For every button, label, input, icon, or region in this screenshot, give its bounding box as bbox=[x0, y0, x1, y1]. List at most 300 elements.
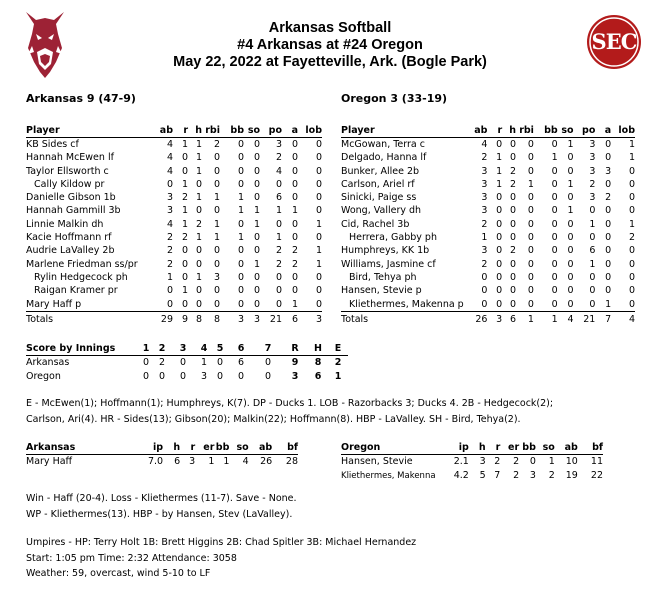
pitching-column-header: r bbox=[486, 441, 501, 455]
player-stat: 0 bbox=[628, 271, 635, 283]
total-stat: 3 bbox=[237, 313, 244, 325]
player-stat: 0 bbox=[551, 165, 558, 177]
player-stat: 0 bbox=[551, 178, 558, 190]
stat-column-header: lob bbox=[611, 124, 635, 138]
player-stat: 1 bbox=[181, 205, 188, 217]
player-stat: 0 bbox=[509, 139, 517, 150]
player-row bbox=[341, 151, 635, 164]
player-stat: 0 bbox=[253, 245, 260, 257]
stat-column-header: a bbox=[595, 124, 611, 138]
player-stat: 0 bbox=[509, 285, 517, 297]
player-stat: 0 bbox=[213, 165, 220, 177]
player-stat: 0 bbox=[567, 285, 574, 297]
player-stat: 0 bbox=[496, 192, 503, 204]
inning-header: 3 bbox=[170, 342, 196, 356]
player-stat: 0 bbox=[315, 192, 322, 204]
player-stat: 0 bbox=[567, 232, 574, 244]
player-stat: 2 bbox=[509, 178, 517, 190]
pitcher-stat: 1 bbox=[548, 456, 555, 467]
player-stat: 0 bbox=[509, 218, 517, 230]
pitching-column-header: bf bbox=[272, 441, 298, 455]
player-stat: 0 bbox=[253, 271, 260, 283]
player-stat: 1 bbox=[551, 152, 558, 164]
player-stat: 0 bbox=[551, 139, 558, 150]
innings-team-name: Oregon bbox=[26, 370, 61, 382]
player-column-header: Player bbox=[26, 124, 149, 138]
player-stat: 3 bbox=[166, 192, 173, 204]
player-stat: 1 bbox=[315, 218, 322, 230]
inning-score: 1 bbox=[200, 357, 208, 368]
player-stat: 2 bbox=[589, 178, 596, 190]
player-stat: 3 bbox=[481, 178, 488, 190]
pitching-header-row bbox=[341, 441, 603, 455]
pitcher-name: Hansen, Stevie bbox=[341, 456, 413, 467]
player-stat: 0 bbox=[253, 192, 260, 204]
innings-team-row bbox=[26, 370, 348, 384]
player-stat: 2 bbox=[481, 218, 488, 230]
player-name: Taylor Ellsworth c bbox=[26, 165, 109, 177]
pitching-team-name: Arkansas bbox=[26, 441, 133, 455]
player-stat: 0 bbox=[496, 245, 503, 257]
player-stat: 6 bbox=[275, 192, 282, 204]
pitcher-stat: 4 bbox=[242, 456, 249, 467]
notes-line-2: Carlson, Ari(4). HR - Sides(13); Gibson(20); Malkin(22); Hoffmann(8). HBP - LaValley. SH - Bird, Tehya(2). bbox=[26, 413, 521, 425]
player-stat: 0 bbox=[213, 178, 220, 190]
player-stat: 1 bbox=[275, 232, 282, 244]
player-stat: 0 bbox=[166, 178, 173, 190]
player-stat: 1 bbox=[181, 139, 188, 150]
stat-column-header: ab bbox=[149, 124, 173, 138]
pitcher-stat: 5 bbox=[479, 470, 486, 481]
player-stat: 0 bbox=[315, 285, 322, 297]
player-stat: 2 bbox=[275, 245, 282, 257]
total-stat: 7 bbox=[605, 313, 612, 325]
stat-column-header: h bbox=[188, 124, 202, 138]
total-stat: 9 bbox=[181, 313, 188, 325]
player-row bbox=[341, 178, 635, 191]
player-stat: 0 bbox=[481, 271, 488, 283]
player-stat: 0 bbox=[567, 258, 574, 270]
player-stat: 0 bbox=[567, 152, 574, 164]
player-row bbox=[341, 271, 635, 284]
player-stat: 2 bbox=[605, 192, 612, 204]
player-row bbox=[341, 218, 635, 231]
player-stat: 0 bbox=[534, 298, 558, 312]
umpires: Umpires - HP: Terry Holt 1B: Brett Higgins 2B: Chad Spitler 3B: Michael Hernandez bbox=[26, 537, 417, 548]
player-stat: 1 bbox=[237, 205, 244, 217]
inning-score: 3 bbox=[200, 370, 208, 382]
stat-column-header: a bbox=[282, 124, 298, 138]
player-stat: 0 bbox=[315, 139, 322, 150]
player-stat: 0 bbox=[628, 178, 635, 190]
player-stat: 0 bbox=[213, 258, 220, 270]
stat-column-header: po bbox=[574, 124, 596, 138]
player-stat: 1 bbox=[567, 178, 574, 190]
inning-header: H bbox=[308, 342, 328, 356]
pitcher-stat: 3 bbox=[529, 470, 536, 481]
player-stat: 0 bbox=[628, 258, 635, 270]
player-stat: 0 bbox=[605, 258, 612, 270]
box-header-row bbox=[341, 124, 635, 138]
player-stat: 0 bbox=[496, 139, 503, 150]
player-stat: 0 bbox=[237, 258, 244, 270]
game-notes bbox=[26, 396, 636, 427]
player-name: Cally Kildow pr bbox=[34, 178, 105, 190]
pitching-column-header: so bbox=[229, 441, 248, 455]
player-stat: 0 bbox=[527, 245, 534, 257]
stat-column-header: rbi bbox=[516, 124, 534, 138]
player-stat: 1 bbox=[253, 258, 260, 270]
pitcher-stat: 3 bbox=[189, 456, 196, 467]
player-stat: 2 bbox=[509, 165, 517, 177]
innings-team-row bbox=[26, 356, 348, 370]
rhe-value: 1 bbox=[334, 370, 342, 382]
player-stat: 0 bbox=[502, 298, 516, 312]
player-stat: 0 bbox=[605, 178, 612, 190]
player-stat: 1 bbox=[291, 205, 298, 217]
player-stat: 2 bbox=[166, 245, 173, 257]
player-stat: 0 bbox=[527, 165, 534, 177]
player-stat: 0 bbox=[253, 139, 260, 150]
player-stat: 4 bbox=[275, 165, 282, 177]
player-stat: 1 bbox=[253, 205, 260, 217]
player-stat: 0 bbox=[275, 218, 282, 230]
player-stat: 1 bbox=[195, 139, 202, 150]
inning-header: 4 bbox=[196, 342, 212, 356]
player-stat: 0 bbox=[315, 152, 322, 164]
player-row bbox=[26, 284, 322, 297]
pitching-team-name: Oregon bbox=[341, 441, 446, 455]
inning-score: 2 bbox=[158, 357, 166, 368]
inning-score: 0 bbox=[179, 357, 187, 368]
player-row bbox=[26, 138, 322, 152]
player-column-header: Player bbox=[341, 124, 464, 138]
inning-score: 6 bbox=[237, 357, 245, 368]
player-stat: 0 bbox=[195, 285, 202, 297]
player-row bbox=[341, 231, 635, 244]
player-stat: 2 bbox=[628, 232, 635, 244]
player-stat: 2 bbox=[509, 245, 517, 257]
player-stat: 0 bbox=[181, 271, 188, 283]
totals-row bbox=[26, 311, 322, 326]
player-stat: 0 bbox=[291, 178, 298, 190]
player-stat: 3 bbox=[481, 245, 488, 257]
player-stat: 1 bbox=[237, 232, 244, 244]
pitcher-stat: 28 bbox=[285, 456, 298, 467]
player-stat: 4 bbox=[166, 165, 173, 177]
player-stat: 0 bbox=[237, 165, 244, 177]
player-stat: 3 bbox=[481, 192, 488, 204]
player-stat: 0 bbox=[551, 245, 558, 257]
player-stat: 1 bbox=[213, 192, 220, 204]
player-name: Linnie Malkin dh bbox=[26, 218, 104, 230]
player-stat: 0 bbox=[213, 245, 220, 257]
player-name: Marlene Friedman ss/pr bbox=[26, 258, 138, 270]
player-stat: 0 bbox=[628, 192, 635, 204]
stat-column-header: r bbox=[173, 124, 188, 138]
player-stat: 0 bbox=[275, 271, 282, 283]
player-name: Hannah McEwen lf bbox=[26, 152, 114, 164]
player-stat: 0 bbox=[551, 271, 558, 283]
inning-header: 7 bbox=[254, 342, 282, 356]
total-stat: 1 bbox=[551, 313, 558, 325]
pitcher-stat: 2 bbox=[513, 456, 520, 467]
player-stat: 0 bbox=[527, 218, 534, 230]
totals-label: Totals bbox=[26, 313, 54, 325]
total-stat: 8 bbox=[213, 313, 220, 325]
pitcher-name: Kliethermes, Makenna bbox=[341, 471, 436, 481]
player-stat: 0 bbox=[213, 285, 220, 297]
pitching-header-row bbox=[26, 441, 298, 455]
player-stat: 0 bbox=[496, 285, 503, 297]
player-stat: 0 bbox=[195, 245, 202, 257]
pitching-column-header: ab bbox=[249, 441, 273, 455]
header-title: Arkansas Softball bbox=[268, 20, 392, 36]
player-stat: 0 bbox=[315, 271, 322, 283]
pitching-column-header: er bbox=[195, 441, 214, 455]
player-stat: 6 bbox=[589, 245, 596, 257]
player-stat: 0 bbox=[195, 258, 202, 270]
rhe-value: 9 bbox=[291, 357, 299, 368]
stat-column-header: bb bbox=[220, 124, 244, 138]
away-team-heading: Oregon 3 (33-19) bbox=[341, 92, 448, 105]
player-stat: 2 bbox=[181, 192, 188, 204]
player-row bbox=[26, 298, 322, 312]
player-stat: 1 bbox=[589, 258, 596, 270]
player-stat: 0 bbox=[589, 285, 596, 297]
game-info bbox=[26, 535, 416, 582]
stat-column-header: so bbox=[244, 124, 260, 138]
player-stat: 3 bbox=[275, 139, 282, 150]
player-name: Kacie Hoffmann rf bbox=[26, 232, 112, 244]
inning-header: 6 bbox=[228, 342, 254, 356]
player-stat: 2 bbox=[275, 152, 282, 164]
pitching-column-header: h bbox=[163, 441, 180, 455]
home-box-score bbox=[26, 124, 322, 326]
weather: Weather: 59, overcast, wind 5-10 to LF bbox=[26, 568, 211, 579]
player-stat: 1 bbox=[282, 298, 298, 312]
pitching-column-header: r bbox=[180, 441, 195, 455]
player-stat: 2 bbox=[166, 258, 173, 270]
player-stat: 0 bbox=[551, 192, 558, 204]
player-stat: 0 bbox=[628, 205, 635, 217]
player-stat: 0 bbox=[275, 285, 282, 297]
player-row bbox=[26, 204, 322, 217]
player-stat: 0 bbox=[237, 285, 244, 297]
player-stat: 3 bbox=[589, 192, 596, 204]
total-stat: 26 bbox=[475, 313, 488, 325]
pitcher-stat: 0 bbox=[529, 456, 536, 467]
player-stat: 1 bbox=[589, 218, 596, 230]
innings-team-name: Arkansas bbox=[26, 357, 70, 368]
player-stat: 0 bbox=[558, 298, 574, 312]
player-stat: 0 bbox=[628, 165, 635, 177]
notes-line-1: E - McEwen(1); Hoffmann(1); Humphreys, K(7). DP - Ducks 1. LOB - Razorbacks 3; Ducks 4. 2B - Hedgecock(2); bbox=[26, 398, 554, 409]
player-name: Danielle Gibson 1b bbox=[26, 192, 116, 204]
player-stat: 4 bbox=[481, 139, 488, 150]
player-name: Wong, Vallery dh bbox=[341, 205, 422, 217]
player-stat: 1 bbox=[181, 285, 188, 297]
pitcher-stat: 7 bbox=[494, 470, 501, 481]
player-stat: 0 bbox=[551, 232, 558, 244]
player-stat: 0 bbox=[237, 178, 244, 190]
pitching-decisions bbox=[26, 491, 297, 522]
inning-score: 0 bbox=[216, 370, 224, 382]
box-header-row bbox=[26, 124, 322, 138]
player-stat: 0 bbox=[181, 245, 188, 257]
player-row bbox=[341, 204, 635, 217]
pitcher-stat: 3 bbox=[479, 456, 486, 467]
player-stat: 0 bbox=[605, 232, 612, 244]
totals-row bbox=[341, 311, 635, 326]
innings-header-row bbox=[26, 342, 348, 356]
player-stat: 1 bbox=[237, 192, 244, 204]
player-stat: 0 bbox=[291, 152, 298, 164]
inning-score: 0 bbox=[264, 357, 272, 368]
player-stat: 0 bbox=[315, 178, 322, 190]
player-stat: 0 bbox=[291, 271, 298, 283]
player-stat: 0 bbox=[527, 232, 534, 244]
player-stat: 0 bbox=[551, 205, 558, 217]
player-stat: 0 bbox=[291, 165, 298, 177]
player-stat: 1 bbox=[195, 152, 202, 164]
player-name: Kliethermes, Makenna p bbox=[341, 298, 464, 312]
player-stat: 4 bbox=[166, 218, 173, 230]
player-name: Sinicki, Paige ss bbox=[341, 192, 417, 204]
player-stat: 0 bbox=[496, 218, 503, 230]
player-stat: 0 bbox=[516, 298, 534, 312]
player-stat: 0 bbox=[464, 298, 488, 312]
player-stat: 0 bbox=[605, 271, 612, 283]
player-stat: 1 bbox=[567, 205, 574, 217]
inning-header: 5 bbox=[212, 342, 228, 356]
player-stat: 0 bbox=[496, 271, 503, 283]
player-stat: 0 bbox=[195, 178, 202, 190]
player-stat: 0 bbox=[527, 258, 534, 270]
player-name: Audrie LaValley 2b bbox=[26, 245, 115, 257]
header-matchup: #4 Arkansas at #24 Oregon bbox=[237, 37, 423, 53]
pitching-column-header: er bbox=[500, 441, 519, 455]
pitcher-stat: 26 bbox=[260, 456, 273, 467]
player-stat: 0 bbox=[237, 218, 244, 230]
player-stat: 0 bbox=[291, 139, 298, 150]
player-stat: 3 bbox=[589, 165, 596, 177]
player-stat: 1 bbox=[253, 218, 260, 230]
totals-label: Totals bbox=[341, 313, 369, 325]
player-row bbox=[26, 151, 322, 164]
rhe-value: 6 bbox=[314, 370, 322, 382]
player-name: Delgado, Hanna lf bbox=[341, 152, 427, 164]
player-stat: 0 bbox=[589, 205, 596, 217]
player-stat: 0 bbox=[628, 285, 635, 297]
player-stat: 1 bbox=[628, 152, 635, 164]
player-stat: 1 bbox=[481, 232, 488, 244]
player-stat: 0 bbox=[527, 205, 534, 217]
player-row bbox=[26, 218, 322, 231]
player-row bbox=[26, 244, 322, 257]
player-stat: 1 bbox=[195, 192, 202, 204]
player-stat: 2 bbox=[166, 232, 173, 244]
sec-logo-text: SEC bbox=[591, 29, 637, 54]
pitching-column-header: bb bbox=[519, 441, 536, 455]
inning-header: 1 bbox=[138, 342, 154, 356]
player-stat: 0 bbox=[605, 245, 612, 257]
pitching-column-header: ab bbox=[555, 441, 578, 455]
player-row bbox=[341, 258, 635, 271]
player-row bbox=[341, 191, 635, 204]
pitcher-row bbox=[26, 455, 298, 470]
inning-score: 0 bbox=[158, 370, 166, 382]
stat-column-header: h bbox=[502, 124, 516, 138]
player-row bbox=[341, 165, 635, 178]
pitching-column-header: h bbox=[469, 441, 486, 455]
report-header bbox=[0, 20, 660, 71]
player-stat: 0 bbox=[220, 298, 244, 312]
player-stat: 2 bbox=[213, 139, 220, 150]
player-stat: 0 bbox=[567, 245, 574, 257]
inning-score: 0 bbox=[142, 370, 150, 382]
player-row bbox=[26, 178, 322, 191]
player-stat: 2 bbox=[291, 258, 298, 270]
player-stat: 1 bbox=[496, 165, 503, 177]
player-stat: 0 bbox=[496, 205, 503, 217]
player-name: Raigan Kramer pr bbox=[34, 285, 118, 297]
player-stat: 0 bbox=[181, 165, 188, 177]
total-stat: 21 bbox=[583, 313, 596, 325]
player-stat: 3 bbox=[166, 205, 173, 217]
player-stat: 0 bbox=[605, 285, 612, 297]
pitcher-stat: 10 bbox=[565, 456, 578, 467]
player-stat: 0 bbox=[567, 165, 574, 177]
player-stat: 2 bbox=[181, 232, 188, 244]
stat-column-header: ab bbox=[464, 124, 488, 138]
player-stat: 2 bbox=[481, 258, 488, 270]
score-by-innings bbox=[26, 342, 348, 383]
player-stat: 0 bbox=[481, 285, 488, 297]
player-stat: 0 bbox=[253, 285, 260, 297]
player-stat: 1 bbox=[195, 271, 202, 283]
player-stat: 0 bbox=[527, 285, 534, 297]
player-stat: 0 bbox=[605, 205, 612, 217]
player-stat: 0 bbox=[509, 232, 517, 244]
inning-score: 0 bbox=[142, 357, 150, 368]
inning-header: E bbox=[328, 342, 348, 356]
pitcher-stat: 4.2 bbox=[453, 470, 469, 481]
player-stat: 0 bbox=[291, 192, 298, 204]
player-stat: 0 bbox=[496, 232, 503, 244]
player-stat: 0 bbox=[315, 232, 322, 244]
player-row bbox=[26, 165, 322, 178]
player-stat: 0 bbox=[509, 271, 517, 283]
player-name: Bird, Tehya ph bbox=[349, 271, 417, 283]
player-stat: 0 bbox=[237, 245, 244, 257]
player-stat: 0 bbox=[253, 165, 260, 177]
player-stat: 0 bbox=[253, 232, 260, 244]
header-date-location: May 22, 2022 at Fayetteville, Ark. (Bogle Park) bbox=[173, 54, 487, 70]
total-stat: 1 bbox=[527, 313, 534, 325]
pitching-column-header: ip bbox=[133, 441, 163, 455]
player-name: Hannah Gammill 3b bbox=[26, 205, 121, 217]
pitching-column-header: bb bbox=[215, 442, 230, 453]
player-stat: 0 bbox=[253, 152, 260, 164]
player-row bbox=[341, 138, 635, 152]
player-stat: 3 bbox=[589, 139, 596, 150]
player-stat: 1 bbox=[166, 271, 173, 283]
player-stat: 0 bbox=[628, 245, 635, 257]
player-stat: 0 bbox=[611, 298, 635, 312]
player-stat: 0 bbox=[605, 152, 612, 164]
player-row bbox=[341, 284, 635, 297]
